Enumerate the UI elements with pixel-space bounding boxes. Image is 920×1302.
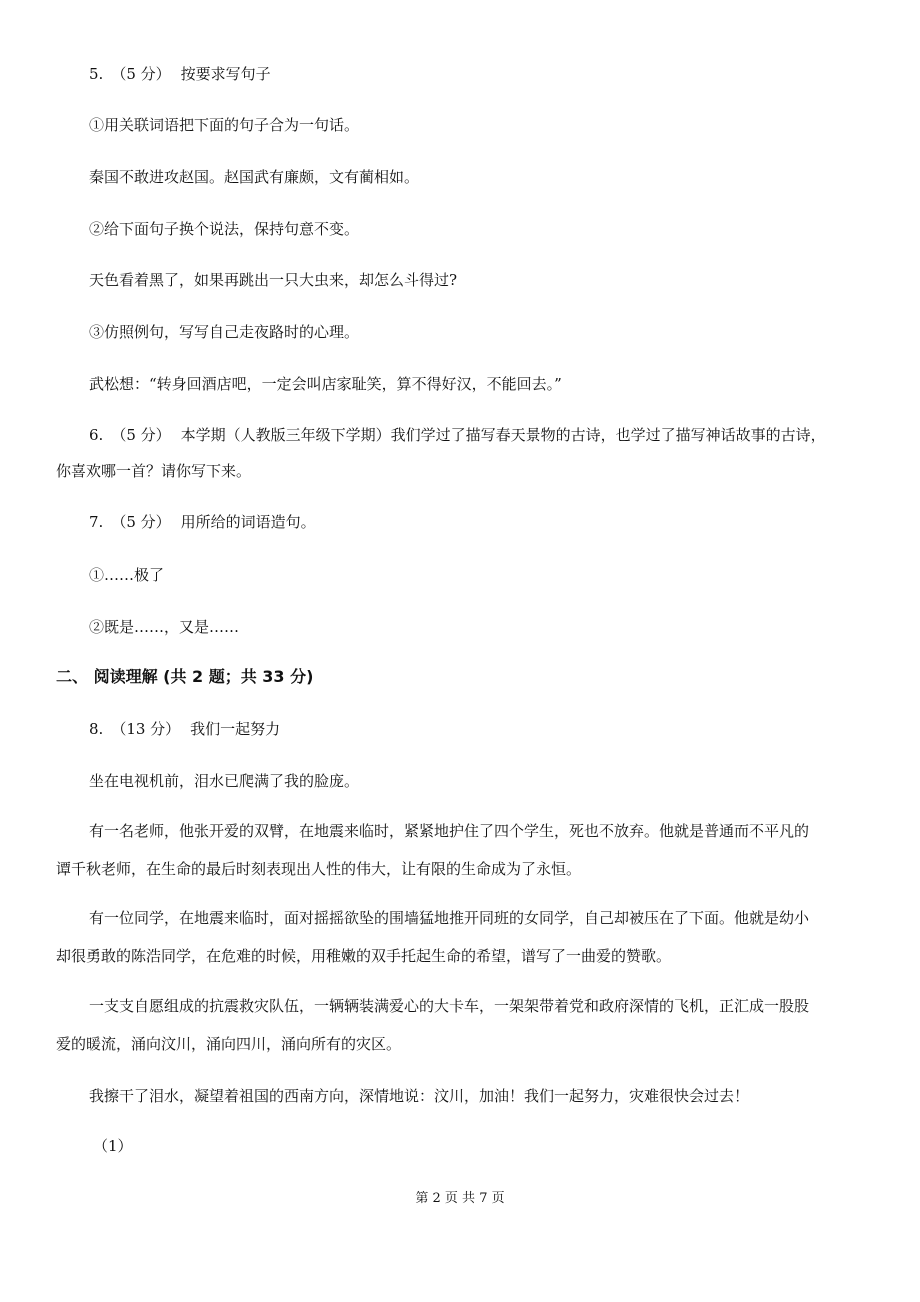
- q6-prompt-continued: 你喜欢哪一首？请你写下来。: [56, 462, 252, 480]
- passage-paragraph-2-line-1: 有一名老师，他张开爱的双臂，在地震来临时，紧紧地护住了四个学生，死也不放弃。他就是普通而不平凡的: [89, 822, 810, 840]
- passage-paragraph-4-line-2: 爱的暖流，涌向汶川，涌向四川，涌向所有的灾区。: [56, 1035, 402, 1053]
- question-prompt: 按要求写句子: [180, 65, 271, 83]
- sub-question-1-label: （1）: [93, 1137, 133, 1155]
- question-prompt: 本学期（人教版三年级下学期）我们学过了描写春天景物的古诗，也学过了描写神话故事的古诗，: [180, 426, 826, 444]
- question-number: 5.: [89, 65, 104, 83]
- question-score: （5 分）: [111, 426, 171, 444]
- q5-instruction-1: ①用关联词语把下面的句子合为一句话。: [89, 116, 360, 134]
- question-6-header: [89, 425, 826, 445]
- passage-paragraph-2-line-2: 谭千秋老师，在生命的最后时刻表现出人性的伟大，让有限的生命成为了永恒。: [56, 860, 582, 878]
- question-number: 7.: [89, 513, 104, 531]
- question-prompt: 用所给的词语造句。: [180, 513, 316, 531]
- passage-paragraph-1: 坐在电视机前，泪水已爬满了我的脸庞。: [89, 772, 360, 790]
- q7-item-2: ②既是……，又是……: [89, 618, 240, 636]
- passage-paragraph-3-line-2: 却很勇敢的陈浩同学，在危难的时候，用稚嫩的双手托起生命的希望，谱写了一曲爱的赞歌。: [56, 947, 672, 965]
- question-score: （13 分）: [111, 720, 181, 738]
- question-8-header: [89, 719, 280, 739]
- q5-sentence-1: 秦国不敢进攻赵国。赵国武有廉颇，文有蔺相如。: [89, 168, 420, 186]
- q5-instruction-3: ③仿照例句，写写自己走夜路时的心理。: [89, 323, 360, 341]
- passage-paragraph-5: 我擦干了泪水，凝望着祖国的西南方向，深情地说：汶川，加油！我们一起努力，灾难很快会过去！: [89, 1087, 750, 1105]
- question-number: 8.: [89, 720, 104, 738]
- q5-sentence-2: 天色看着黑了，如果再跳出一只大虫来，却怎么斗得过?: [89, 271, 458, 289]
- passage-title: 我们一起努力: [190, 720, 281, 738]
- question-7-header: [89, 512, 316, 532]
- section-heading-reading: 二、 阅读理解 (共 2 题；共 33 分): [56, 667, 314, 686]
- question-5-header: [89, 64, 271, 84]
- q5-instruction-2: ②给下面句子换个说法，保持句意不变。: [89, 220, 360, 238]
- passage-paragraph-4-line-1: 一支支自愿组成的抗震救灾队伍，一辆辆装满爱心的大卡车，一架架带着党和政府深情的飞机，正汇成一股股: [89, 997, 810, 1015]
- question-number: 6.: [89, 426, 104, 444]
- question-score: （5 分）: [111, 513, 171, 531]
- q7-item-1: ①……极了: [89, 566, 165, 584]
- question-score: （5 分）: [111, 65, 171, 83]
- page-footer: 第 2 页 共 7 页: [415, 1191, 505, 1206]
- q5-example-sentence: 武松想：“转身回酒店吧，一定会叫店家耻笑，算不得好汉，不能回去。”: [89, 375, 562, 393]
- passage-paragraph-3-line-1: 有一位同学，在地震来临时，面对摇摇欲坠的围墙猛地推开同班的女同学，自己却被压在了下面。他就是幼小: [89, 909, 810, 927]
